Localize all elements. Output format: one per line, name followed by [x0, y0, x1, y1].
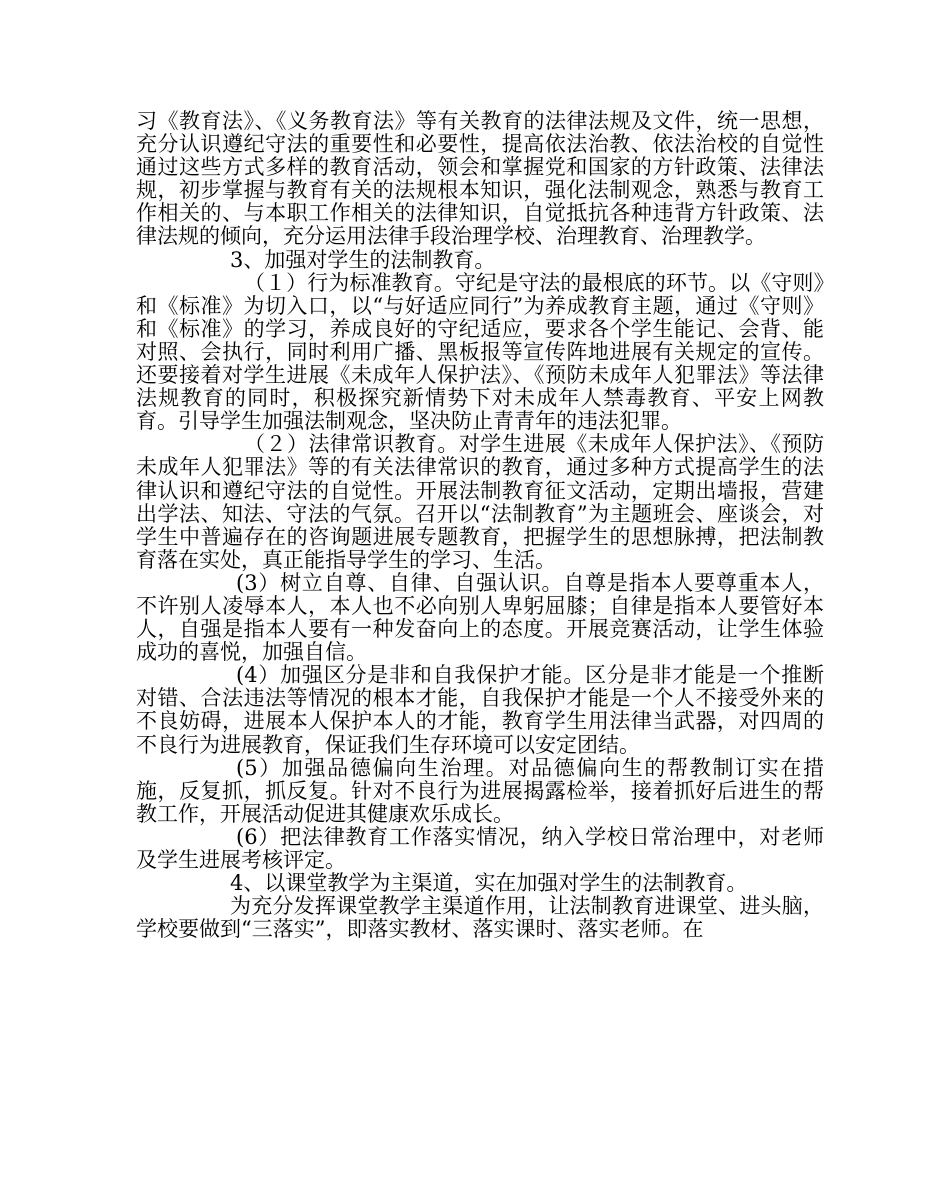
- heading-4-classroom-teaching: 4、以课堂教学为主渠道，实在加强对学生的法制教育。: [230, 871, 748, 896]
- paragraph-continued: 习《教育法》、《义务教育法》等有关教育的法律法规及文件，统一思想，充分认识遵纪守法的重要性和必要性，提高依法治教、依法治校的自觉性通过这些方式多样的教育活动，领会和掌握党和国家的方针政策、法律法规，初步掌握与教育有关的法规根本知识，强化法制观念，熟悉与教育工作相关的、与本职工作相关的法律知识，自觉抵抗各种违背方针政策、法律法规的倾向，充分运用法律手段治理学校、治理教育、治理教学。: [136, 109, 824, 249]
- paragraph-assessment: (6）把法律教育工作落实情况，纳入学校日常治理中，对老师及学生进展考核评定。: [136, 824, 824, 872]
- paragraph-behavior-standards: （１）行为标准教育。守纪是守法的最根底的环节。以《守则》和《标准》为切入口，以“与好适应同行”为养成教育主题，通过《守则》和《标准》的学习，养成良好的守纪适应，要求各个学生能记、会背、能对照、会执行，同时利用广播、黑板报等宣传阵地进展有关规定的宣传。还要接着对学生进展《未成年人保护法》、《预防未成年人犯罪法》等法律法规教育的同时，积极探究新情势下对未成年人禁毒教育、平安上网教育。引导学生加强法制观念，坚决防止青青年的违法犯罪。: [136, 270, 824, 434]
- paragraph-legal-knowledge: （２）法律常识教育。对学生进展《未成年人保护法》、《预防未成年人犯罪法》等的有关法律常识的教育，通过多种方式提高学生的法律认识和遵纪守法的自觉性。开展法制教育征文活动，定期出墙报，营建出学法、知法、守法的气氛。召开以“法制教育”为主题班会、座谈会，对学生中普遍存在的咨询题进展专题教育，把握学生的思想脉搏，把法制教育落在实处，真正能指导学生的学习、生活。: [136, 432, 824, 572]
- heading-3-student-legal-education: 3、加强对学生的法制教育。: [230, 247, 496, 272]
- document-body: [136, 110, 824, 941]
- paragraph-self-protection: (4）加强区分是非和自我保护才能。区分是非才能是一个推断对错、合法违法等情况的根本才能，自我保护才能是一个人不接受外来的不良妨碍，进展本人保护本人的才能，教育学生用法律当武器，对四周的不良行为进展教育，保证我们生存环境可以安定团结。: [136, 663, 824, 757]
- paragraph-three-implementations: 为充分发挥课堂教学主渠道作用，让法制教育进课堂、进头脑，学校要做到“三落实”，即落实教材、落实课时、落实老师。在: [136, 894, 824, 942]
- paragraph-moral-guidance: (5）加强品德偏向生治理。对品德偏向生的帮教制订实在措施，反复抓，抓反复。针对不良行为进展揭露检举，接着抓好后进生的帮教工作，开展活动促进其健康欢乐成长。: [136, 755, 824, 826]
- paragraph-self-respect: (3）树立自尊、自律、自强认识。自尊是指本人要尊重本人，不许别人凌辱本人，本人也不必向别人卑躬屈膝；自律是指本人要管好本人，自强是指本人要有一种发奋向上的态度。开展竞赛活动，让学生体验成功的喜悦，加强自信。: [136, 570, 824, 665]
